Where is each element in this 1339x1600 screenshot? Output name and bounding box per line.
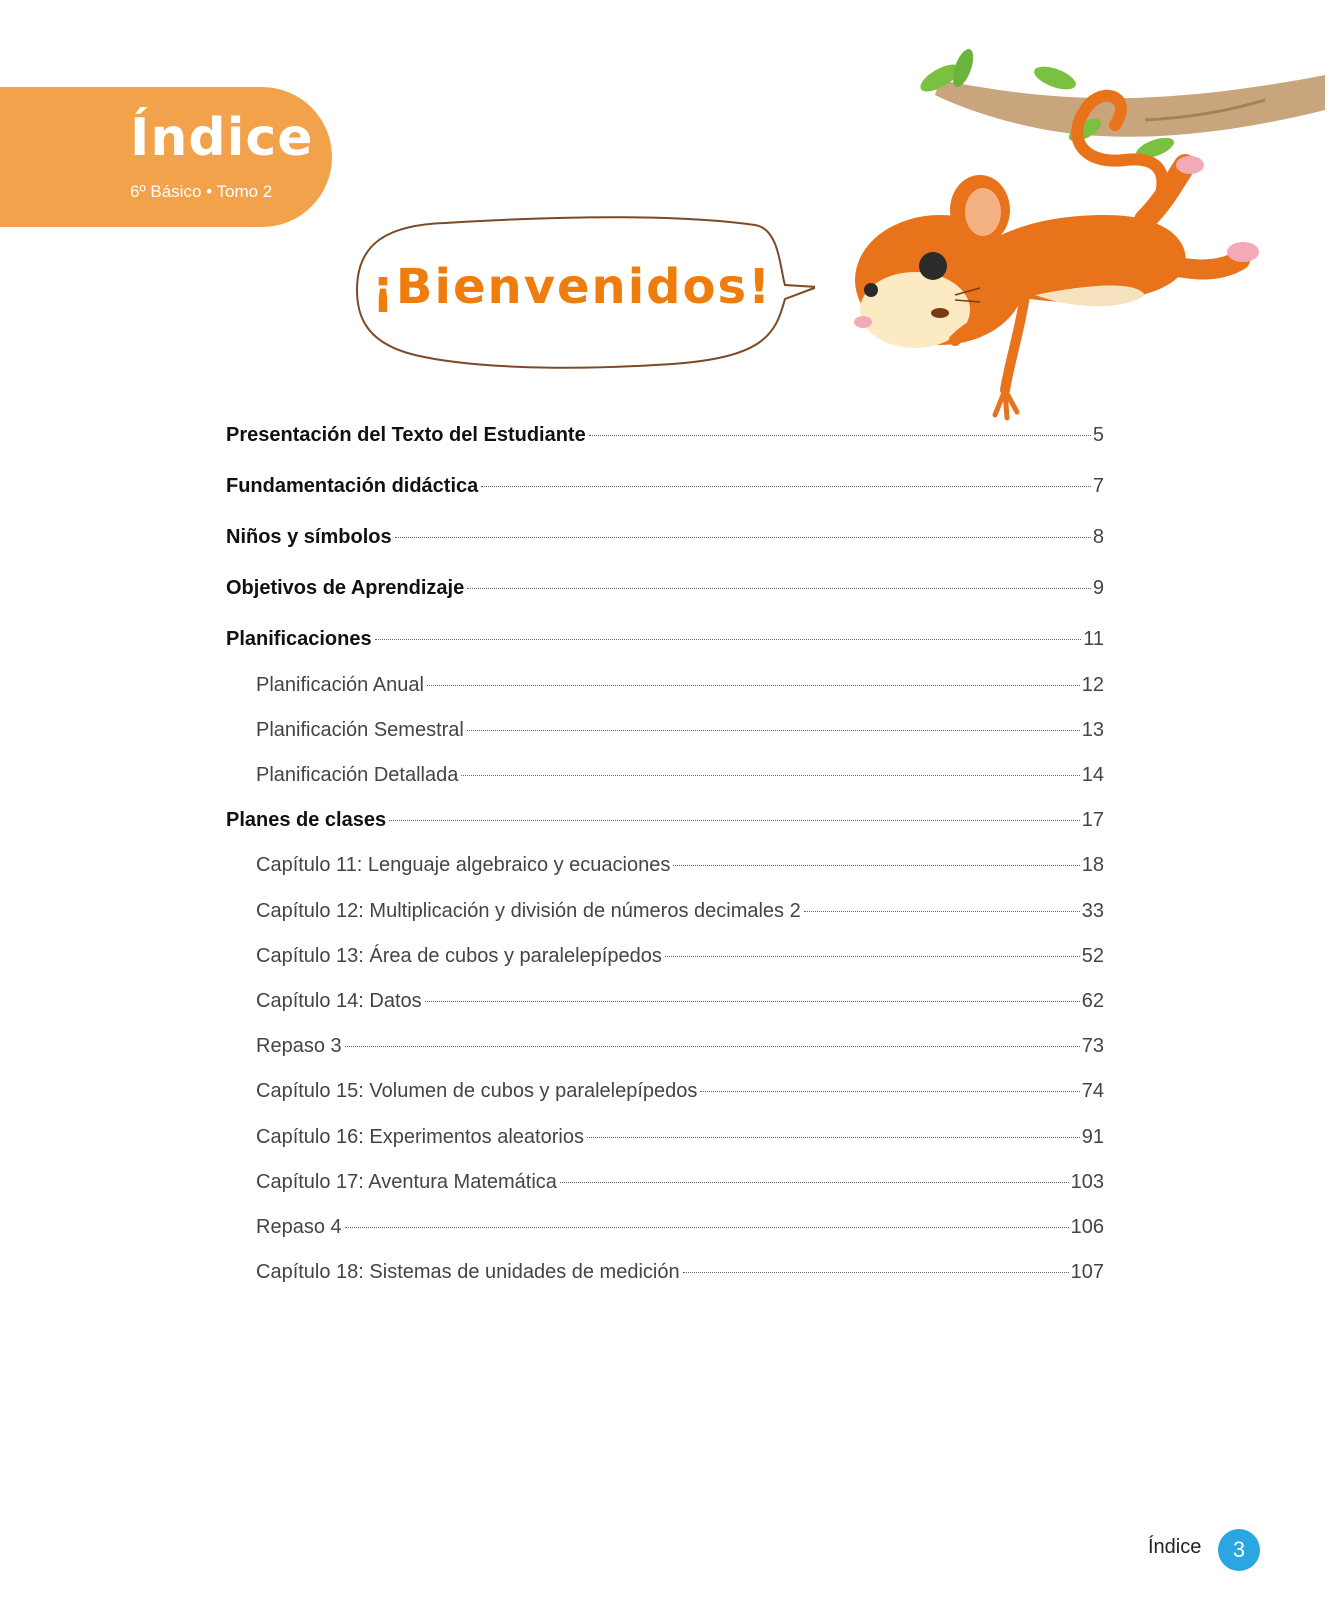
toc-entry	[226, 1212, 1104, 1242]
toc-entry-page: 7	[1092, 475, 1104, 497]
toc-entry-page: 107	[1070, 1261, 1104, 1283]
toc-entry-page: 12	[1081, 674, 1104, 696]
toc-entry-page: 74	[1081, 1080, 1104, 1102]
toc-entry-page: 52	[1081, 945, 1104, 967]
toc-entry	[226, 1122, 1104, 1152]
toc-entry	[226, 1076, 1104, 1106]
toc-entry-label: Capítulo 12: Multiplicación y división de números decimales 2	[256, 900, 801, 922]
toc-entry	[226, 670, 1104, 700]
toc-dot-leader	[560, 1182, 1069, 1183]
toc-entry	[226, 986, 1104, 1016]
toc-entry-page: 11	[1083, 628, 1104, 650]
toc-entry-label: Repaso 4	[256, 1216, 342, 1238]
toc-entry-label: Capítulo 14: Datos	[256, 990, 422, 1012]
toc-entry	[226, 715, 1104, 745]
toc-entry	[226, 1257, 1104, 1287]
toc-entry-page: 9	[1092, 577, 1104, 599]
toc-entry-page: 91	[1081, 1126, 1104, 1148]
toc-entry-label: Objetivos de Aprendizaje	[226, 577, 465, 599]
toc-entry	[226, 850, 1104, 880]
toc-entry-label: Planificaciones	[226, 628, 372, 650]
toc-entry-label: Capítulo 15: Volumen de cubos y paralelepípedos	[256, 1080, 698, 1102]
toc-dot-leader	[345, 1046, 1080, 1047]
page-title: Índice	[130, 108, 314, 168]
toc-entry	[226, 522, 1104, 552]
toc-dot-leader	[427, 685, 1080, 686]
toc-entry-page: 103	[1070, 1171, 1104, 1193]
toc-entry-page: 17	[1081, 809, 1104, 831]
toc-dot-leader	[804, 911, 1080, 912]
toc-entry-label: Planificación Anual	[256, 674, 424, 696]
toc-entry	[226, 1167, 1104, 1197]
monkey-on-branch-illustration	[845, 40, 1325, 430]
page-number-badge: 3	[1218, 1529, 1260, 1571]
toc-entry-page: 18	[1081, 854, 1104, 876]
toc-dot-leader	[481, 486, 1091, 487]
toc-entry	[226, 573, 1104, 603]
toc-entry-page: 106	[1070, 1216, 1104, 1238]
toc-entry-page: 33	[1081, 900, 1104, 922]
toc-entry-label: Capítulo 13: Área de cubos y paralelepípedos	[256, 945, 662, 967]
toc-dot-leader	[683, 1272, 1069, 1273]
toc-dot-leader	[467, 730, 1080, 731]
footer-label: Índice	[1148, 1536, 1202, 1558]
toc-dot-leader	[395, 537, 1091, 538]
toc-entry-page: 62	[1081, 990, 1104, 1012]
toc-entry-label: Niños y símbolos	[226, 526, 392, 548]
toc-dot-leader	[461, 775, 1079, 776]
toc-entry	[226, 805, 1104, 835]
toc-dot-leader	[589, 435, 1091, 436]
toc-entry-label: Capítulo 11: Lenguaje algebraico y ecuaciones	[256, 854, 671, 876]
toc-entry	[226, 471, 1104, 501]
toc-entry-label: Capítulo 17: Aventura Matemática	[256, 1171, 557, 1193]
toc-dot-leader	[389, 820, 1080, 821]
toc-dot-leader	[665, 956, 1080, 957]
toc-dot-leader	[425, 1001, 1080, 1002]
toc-entry-label: Fundamentación didáctica	[226, 475, 479, 497]
toc-entry-label: Presentación del Texto del Estudiante	[226, 424, 586, 446]
toc-entry	[226, 760, 1104, 790]
toc-entry	[226, 1031, 1104, 1061]
toc-dot-leader	[375, 639, 1082, 640]
toc-dot-leader	[467, 588, 1091, 589]
toc-dot-leader	[587, 1137, 1080, 1138]
toc-entry	[226, 624, 1104, 654]
toc-entry-page: 73	[1081, 1035, 1104, 1057]
toc-entry	[226, 941, 1104, 971]
welcome-text: ¡Bienvenidos!	[372, 259, 772, 315]
toc-entry-page: 5	[1092, 424, 1104, 446]
toc-entry-label: Capítulo 16: Experimentos aleatorios	[256, 1126, 584, 1148]
toc-dot-leader	[700, 1091, 1079, 1092]
toc-entry	[226, 420, 1104, 450]
toc-entry	[226, 896, 1104, 926]
toc-entry-page: 13	[1081, 719, 1104, 741]
toc-entry-label: Capítulo 18: Sistemas de unidades de medición	[256, 1261, 680, 1283]
toc-entry-page: 8	[1092, 526, 1104, 548]
toc-entry-label: Planificación Semestral	[256, 719, 464, 741]
toc-entry-label: Repaso 3	[256, 1035, 342, 1057]
toc-entry-label: Planes de clases	[226, 809, 387, 831]
toc-dot-leader	[345, 1227, 1069, 1228]
page-subtitle: 6º Básico • Tomo 2	[130, 182, 273, 201]
toc-entry-label: Planificación Detallada	[256, 764, 459, 786]
toc-entry-page: 14	[1081, 764, 1104, 786]
toc-dot-leader	[673, 865, 1079, 866]
